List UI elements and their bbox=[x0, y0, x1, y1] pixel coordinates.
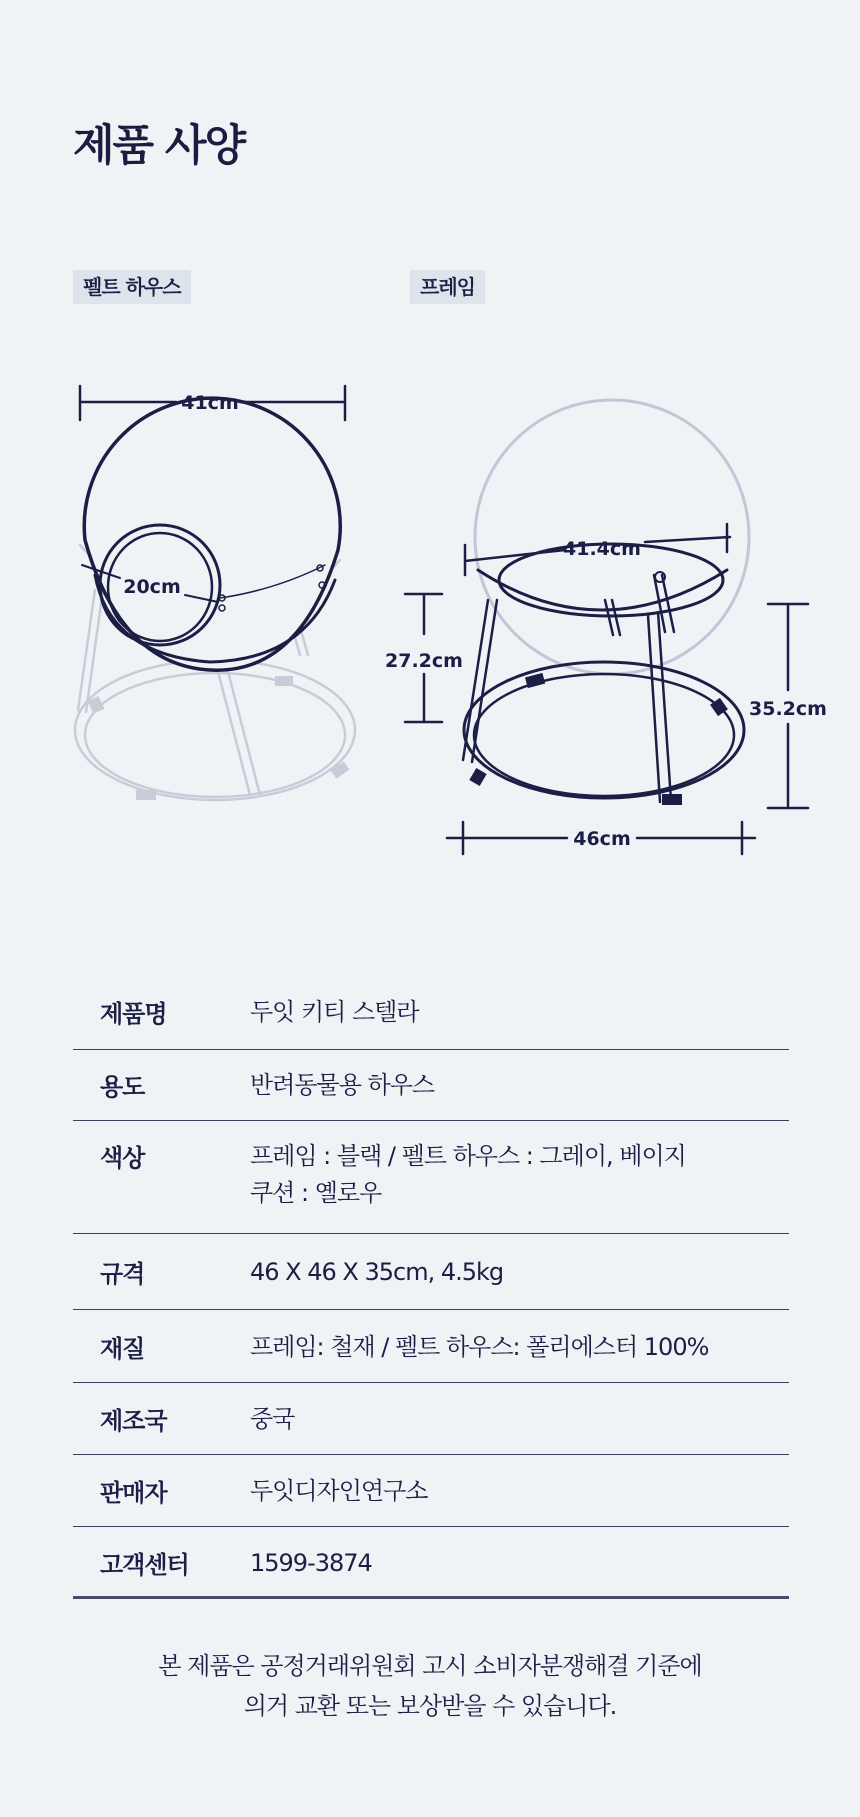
spec-value: 두잇 키티 스텔라 bbox=[250, 977, 789, 1049]
table-row bbox=[73, 1233, 789, 1309]
table-row bbox=[73, 1382, 789, 1454]
table-row bbox=[73, 977, 789, 1049]
table-row bbox=[73, 1309, 789, 1382]
spec-value: 프레임 : 블랙 / 펠트 하우스 : 그레이, 베이지 쿠션 : 옐로우 bbox=[250, 1120, 789, 1233]
base-diameter-label: 46cm bbox=[573, 828, 631, 850]
frame-drawing bbox=[405, 400, 808, 854]
spec-key: 제조국 bbox=[73, 1382, 250, 1454]
page-title: 제품 사양 bbox=[73, 121, 245, 171]
spec-key: 제품명 bbox=[73, 977, 250, 1049]
spec-key: 용도 bbox=[73, 1049, 250, 1120]
spec-table bbox=[73, 977, 789, 1599]
spec-key: 규격 bbox=[73, 1233, 250, 1309]
spec-value: 중국 bbox=[250, 1382, 789, 1454]
ring-diameter-label: 41.4cm bbox=[563, 538, 641, 560]
spec-value: 1599-3874 bbox=[250, 1526, 789, 1597]
spec-value: 두잇디자인연구소 bbox=[250, 1454, 789, 1526]
table-row bbox=[73, 1526, 789, 1597]
spec-value: 46 X 46 X 35cm, 4.5kg bbox=[250, 1233, 789, 1309]
spec-value: 프레임: 철재 / 펠트 하우스: 폴리에스터 100% bbox=[250, 1309, 789, 1382]
spec-value: 반려동물용 하우스 bbox=[250, 1049, 789, 1120]
door-diameter-label: 20cm bbox=[123, 576, 181, 598]
notice-text: 본 제품은 공정거래위원회 고시 소비자분쟁해결 기준에 의거 교환 또는 보상받을 수 있습니다. bbox=[158, 1652, 702, 1720]
felt-house-tag: 펠트 하우스 bbox=[73, 270, 191, 304]
table-row bbox=[73, 1120, 789, 1233]
spec-key: 재질 bbox=[73, 1309, 250, 1382]
product-dimension-diagram bbox=[0, 0, 860, 900]
table-row bbox=[73, 1454, 789, 1526]
felt-house-drawing bbox=[75, 386, 355, 800]
frame-tag: 프레임 bbox=[410, 270, 485, 304]
spec-key: 색상 bbox=[73, 1120, 250, 1233]
felt-width-label: 41cm bbox=[181, 392, 239, 414]
spec-key: 판매자 bbox=[73, 1454, 250, 1526]
spec-key: 고객센터 bbox=[73, 1526, 250, 1597]
table-row bbox=[73, 1049, 789, 1120]
upper-height-label: 27.2cm bbox=[385, 650, 463, 672]
total-height-label: 35.2cm bbox=[749, 698, 827, 720]
